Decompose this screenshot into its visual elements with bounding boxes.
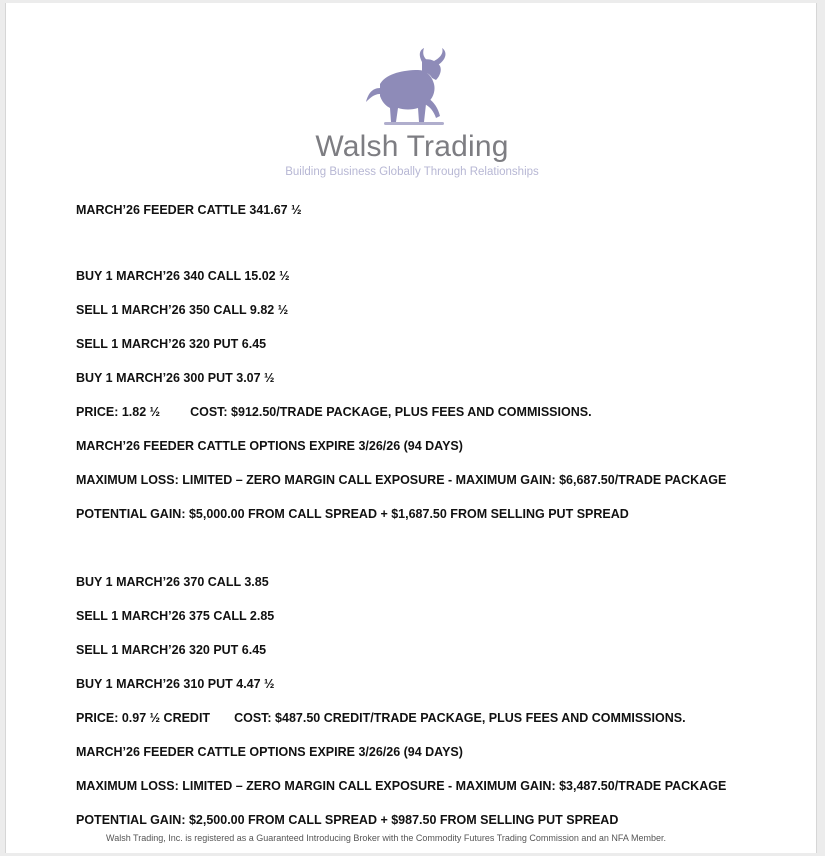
trade1-expiry: MARCH’26 FEEDER CATTLE OPTIONS EXPIRE 3/26/26 (94 DAYS): [76, 439, 463, 453]
trade2-potential-gain: POTENTIAL GAIN: $2,500.00 FROM CALL SPREAD + $987.50 FROM SELLING PUT SPREAD: [76, 813, 619, 827]
trade1-leg-2: SELL 1 MARCH’26 350 CALL 9.82 ½: [76, 303, 289, 317]
trade1-cost: COST: $912.50/TRADE PACKAGE, PLUS FEES AND COMMISSIONS.: [190, 405, 592, 419]
trade1-max-loss-gain: MAXIMUM LOSS: LIMITED – ZERO MARGIN CALL EXPOSURE - MAXIMUM GAIN: $6,687.50/TRADE PACKAGE: [76, 473, 727, 487]
brand-tagline: Building Business Globally Through Relationships: [285, 166, 539, 178]
trade2-leg-3: SELL 1 MARCH’26 320 PUT 6.45: [76, 643, 267, 657]
trade2-leg-1: BUY 1 MARCH’26 370 CALL 3.85: [76, 575, 269, 589]
document-page: [5, 3, 817, 853]
regulatory-footer: Walsh Trading, Inc. is registered as a Guaranteed Introducing Broker with the Commodity Futures Trading Commission and an NFA Member.: [106, 833, 666, 843]
trade1-leg-3: SELL 1 MARCH’26 320 PUT 6.45: [76, 337, 267, 351]
company-logo: [6, 48, 818, 179]
trade2-cost: COST: $487.50 CREDIT/TRADE PACKAGE, PLUS FEES AND COMMISSIONS.: [234, 711, 686, 725]
trade1-potential-gain: POTENTIAL GAIN: $5,000.00 FROM CALL SPREAD + $1,687.50 FROM SELLING PUT SPREAD: [76, 507, 629, 521]
trade1-leg-1: BUY 1 MARCH’26 340 CALL 15.02 ½: [76, 269, 290, 283]
trade2-price: PRICE: 0.97 ½ CREDIT: [76, 711, 211, 725]
bull-logo-icon: [362, 48, 462, 128]
trade2-price-cost-row: [76, 710, 686, 726]
trade1-price-cost-row: [76, 404, 592, 420]
market-quote: MARCH’26 FEEDER CATTLE 341.67 ½: [76, 203, 302, 217]
trade1-leg-4: BUY 1 MARCH’26 300 PUT 3.07 ½: [76, 371, 275, 385]
trade1-price: PRICE: 1.82 ½: [76, 405, 161, 419]
trade2-leg-4: BUY 1 MARCH’26 310 PUT 4.47 ½: [76, 677, 275, 691]
trade2-expiry: MARCH’26 FEEDER CATTLE OPTIONS EXPIRE 3/26/26 (94 DAYS): [76, 745, 463, 759]
brand-name: Walsh Trading: [315, 130, 509, 163]
trade2-leg-2: SELL 1 MARCH’26 375 CALL 2.85: [76, 609, 275, 623]
trade2-max-loss-gain: MAXIMUM LOSS: LIMITED – ZERO MARGIN CALL EXPOSURE - MAXIMUM GAIN: $3,487.50/TRADE PACKAGE: [76, 779, 727, 793]
